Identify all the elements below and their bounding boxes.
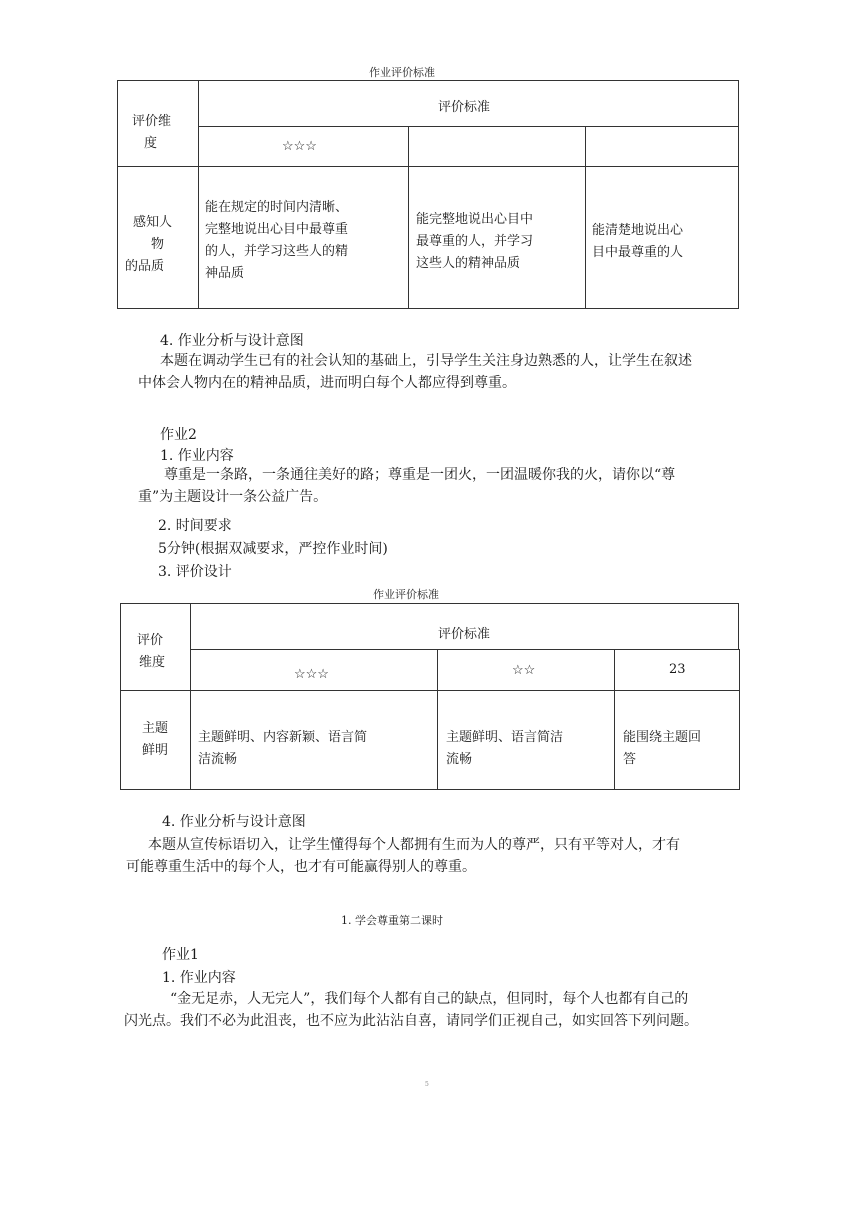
hw2-title: 作业2: [160, 427, 197, 443]
table1-header-standard: 评价标准: [438, 100, 491, 115]
lesson-content-heading: 1. 作业内容: [162, 970, 236, 986]
table1-row-dimension: 感知人 物 的品质: [125, 215, 173, 274]
section2-heading: 4. 作业分析与设计意图: [162, 814, 306, 830]
table2-level-three-stars: ☆☆☆: [294, 667, 329, 682]
table2-header-dimension: 评价 维度: [137, 633, 166, 670]
table1-cell-level2: 能完整地说出心目中 最尊重的人，并学习 这些人的精神品质: [416, 212, 534, 271]
section2-paragraph: 本题从宣传标语切入，让学生懂得每个人都拥有生而为人的尊严，只有平等对人，才有 可能尊重生活中的每个人，也才有可能赢得别人的尊重。: [126, 837, 680, 875]
table2-header-standard: 评价标准: [438, 627, 491, 642]
lesson-title: 1. 学会尊重第二课时: [341, 914, 443, 927]
table2-cell-level2: 主题鲜明、语言简洁 流畅: [446, 730, 564, 767]
lesson-hw-title: 作业1: [162, 947, 199, 963]
hw2-time: 5分钟(根据双减要求，严控作业时间): [158, 541, 388, 557]
table1-caption: 作业评价标准: [369, 66, 435, 79]
table2-caption: 作业评价标准: [373, 588, 439, 601]
table1-cell-level3: 能清楚地说出心 目中最尊重的人: [592, 223, 684, 260]
hw2-eval-heading: 3. 评价设计: [158, 564, 232, 580]
lesson-paragraph: “金无足赤，人无完人”，我们每个人都有自己的缺点，但同时，每个人也都有自己的 闪光点。我们不必为此沮丧，也不应为此沾沾自喜，请同学们正视自己，如实回答下列问题。: [124, 991, 698, 1029]
table2-row-dimension: 主题 鲜明: [142, 721, 169, 758]
section1-paragraph: 本题在调动学生已有的社会认知的基础上，引导学生关注身边熟悉的人，让学生在叙述 中体会人物内在的精神品质，进而明白每个人都应得到尊重。: [138, 353, 692, 391]
table2-level-two-stars: ☆☆: [512, 663, 536, 678]
table2-cell-level3: 能围绕主题回 答: [623, 730, 702, 767]
hw2-time-heading: 2. 时间要求: [158, 518, 232, 534]
table1-level-three-stars: ☆☆☆: [282, 139, 317, 154]
table1-cell-level1: 能在规定的时间内清晰、 完整地说出心目中最尊重 的人，并学习这些人的精 神品质: [205, 200, 349, 281]
table2-level-three: 23: [669, 662, 686, 677]
page-number: 5: [425, 1081, 429, 1088]
table2-cell-level1: 主题鲜明、内容新颖、语言简 洁流畅: [198, 730, 368, 767]
table1-header-dimension: 评价维 度: [132, 114, 172, 151]
hw2-content: 尊重是一条路，一条通往美好的路；尊重是一团火，一团温暖你我的火，请你以“尊 重”为主题设计一条公益广告。: [138, 467, 676, 505]
hw2-content-heading: 1. 作业内容: [160, 448, 234, 464]
section1-heading: 4. 作业分析与设计意图: [160, 333, 304, 349]
